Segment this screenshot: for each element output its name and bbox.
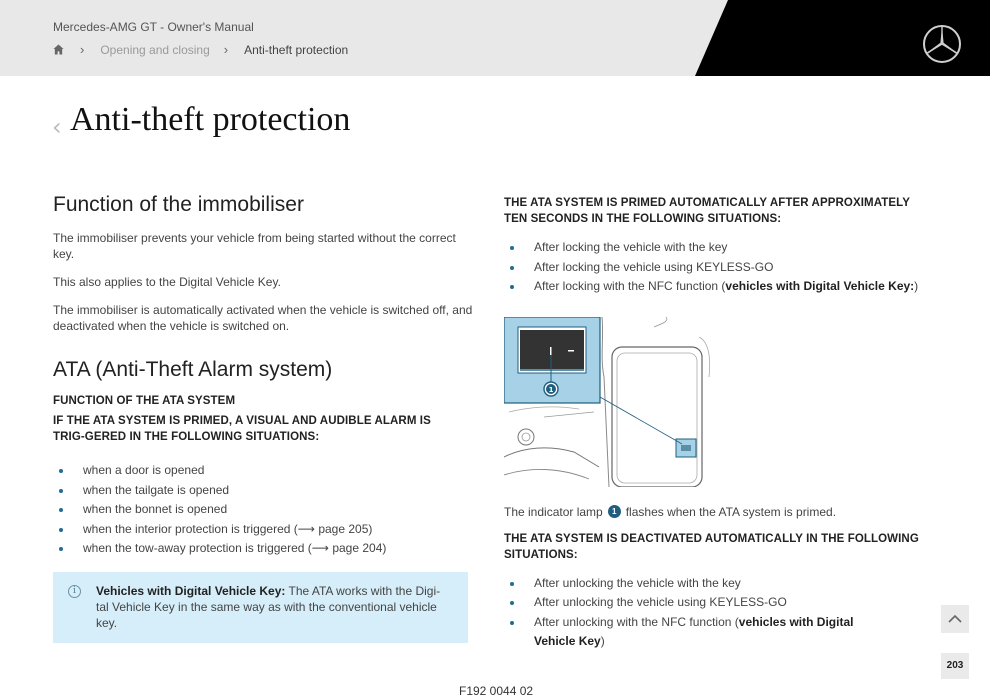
subheading-primed: THE ATA SYSTEM IS PRIMED AUTOMATICALLY AFTER APPROXIMATELY TEN SECONDS IN THE FOLLOWING SITUATIONS: (504, 197, 910, 225)
mercedes-star-logo[interactable] (922, 24, 962, 64)
list-item-text: ) (600, 634, 605, 648)
dashboard-illustration (504, 317, 711, 487)
breadcrumb-opening-and-closing[interactable]: Opening and closing (100, 42, 210, 57)
list-item-bold: vehicles with Digital Vehicle Key: (725, 279, 915, 293)
breadcrumb-current: Anti-theft protection (244, 42, 349, 57)
subheading-function-ata: FUNCTION OF THE ATA SYSTEM (53, 395, 236, 407)
indicator-text: The indicator lamp (504, 504, 603, 519)
list-item: when a door is opened (53, 461, 473, 481)
list-item: After unlocking the vehicle using KEYLESS-GO (504, 593, 924, 613)
manual-title: Mercedes-AMG GT - Owner's Manual (53, 20, 254, 34)
info-box (53, 572, 468, 643)
list-item[interactable]: when the interior protection is triggered (⟶ page 205) (53, 520, 473, 540)
list-item: when the tailgate is opened (53, 481, 473, 501)
deactivated-list (504, 574, 924, 652)
list-item: After locking the vehicle with the key (504, 238, 924, 258)
paragraph: This also applies to the Digital Vehicle Key. (53, 275, 281, 289)
paragraph: The immobiliser is automatically activated when the vehicle is switched off, and deactivated when the vehicle is switched on. (53, 303, 473, 333)
list-item: After locking the vehicle using KEYLESS-GO (504, 258, 924, 278)
info-icon: i (68, 585, 81, 598)
callout-label: 1 (548, 386, 554, 394)
section-heading-ata: ATA (Anti-Theft Alarm system) (53, 358, 333, 381)
section-heading-immobiliser: Function of the immobiliser (53, 193, 304, 216)
list-item-text: After unlocking with the NFC function ( (534, 614, 739, 629)
info-text (96, 583, 446, 631)
list-item[interactable]: when the tow-away protection is triggered (⟶ page 204) (53, 539, 473, 559)
back-chevron-icon[interactable]: ‹ (52, 113, 62, 141)
chevron-right-icon: › (80, 42, 85, 57)
page-number-badge[interactable]: 203 (941, 653, 969, 679)
list-item-text: ) (914, 279, 919, 293)
breadcrumb (53, 42, 348, 57)
indicator-text: flashes when the ATA system is primed. (625, 504, 837, 519)
page-title: Anti-theft protection (70, 101, 351, 138)
list-item: After unlocking the vehicle with the key (504, 574, 924, 594)
scroll-to-top-button[interactable] (941, 605, 969, 633)
chevron-up-icon (948, 614, 962, 624)
list-item-text: After locking with the NFC function ( (534, 279, 726, 293)
list-item: when the bonnet is opened (53, 500, 473, 520)
alarm-trigger-list (53, 461, 473, 559)
home-icon[interactable] (53, 44, 64, 55)
list-item (504, 613, 874, 652)
info-body: The ATA works with the Digi-tal Vehicle Key in the same way as with the conventional vehicle key. (96, 584, 441, 630)
info-bold: Vehicles with Digital Vehicle Key: (96, 584, 286, 598)
callout-badge: 1 (608, 505, 621, 518)
indicator-paragraph (504, 504, 924, 520)
list-item-bold: vehicles with Digital Vehicle Key (534, 614, 854, 648)
primed-list (504, 238, 924, 297)
figure-code: F192 0044 02 (459, 684, 534, 698)
paragraph: The immobiliser prevents your vehicle from being started without the correct key. (53, 231, 456, 261)
chevron-right-icon: › (223, 42, 229, 57)
subheading-alarm-situations: IF THE ATA SYSTEM IS PRIMED, A VISUAL AND AUDIBLE ALARM IS TRIG-GERED IN THE FOLLOWING SITUATIONS: (53, 415, 431, 443)
left-column (53, 190, 473, 559)
subheading-deactivated: THE ATA SYSTEM IS DEACTIVATED AUTOMATICALLY IN THE FOLLOWING SITUATIONS: (504, 532, 919, 561)
list-item (504, 277, 924, 297)
